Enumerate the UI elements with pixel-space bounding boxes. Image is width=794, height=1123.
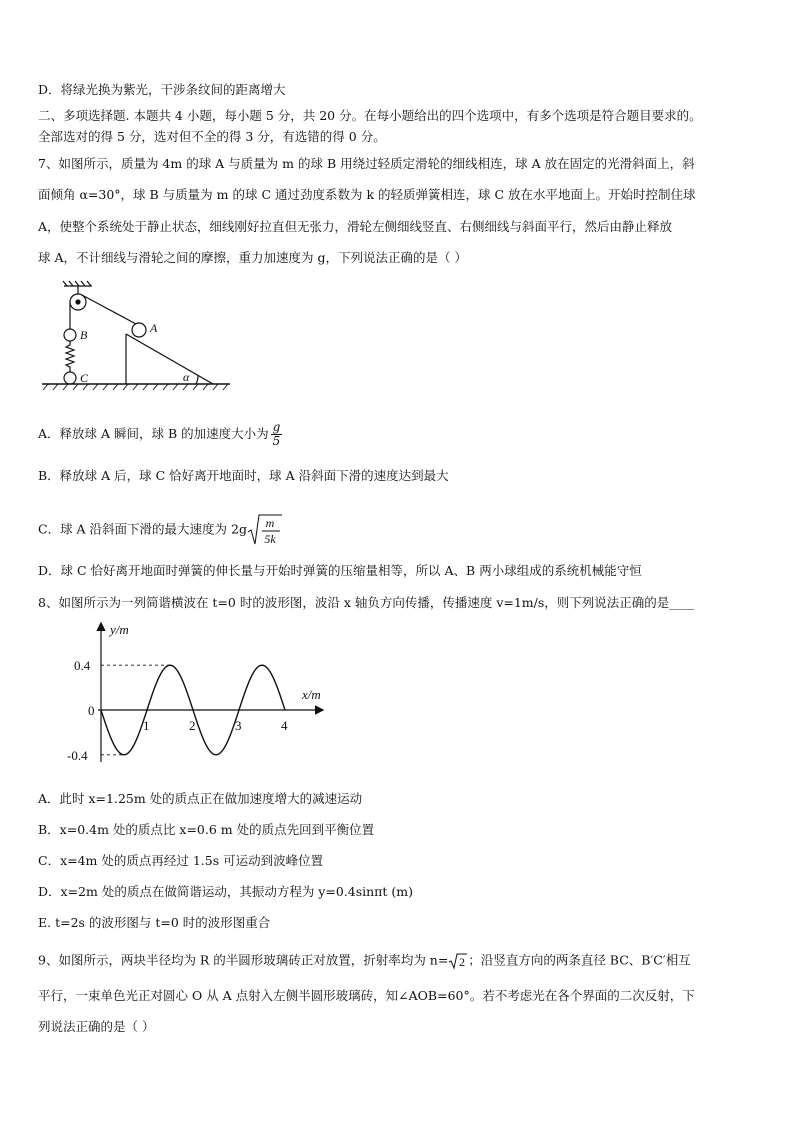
y-tick-label: 0.4 (74, 658, 91, 674)
x-tick-label: 1 (143, 718, 150, 733)
q7-option-c-text: C．球 A 沿斜面下滑的最大速度为 2g (38, 521, 247, 537)
q7-option-b: B．释放球 A 后，球 C 恰好离开地面时，球 A 沿斜面下滑的速度达到最大 (38, 468, 449, 483)
q7-option-a-text: A．释放球 A 瞬间，球 B 的加速度大小为 (38, 426, 269, 441)
sqrt-m-over-5k (247, 513, 283, 547)
sqrt-2-radicand: 2 (459, 955, 466, 969)
x-axis-label: x/m (302, 687, 321, 702)
q9-stem-line2: 平行，一束单色光正对圆心 O 从 A 点射入左侧半圆形玻璃砖，知∠AOB=60°。若不考虑光在各个界面的二次反射，下 (38, 988, 695, 1003)
q7-stem-line2: 面倾角 α=30°，球 B 与质量为 m 的球 C 通过劲度系数为 k 的轻质弹簧相连，球 C 放在水平地面上。开始时控制住球 (38, 187, 696, 202)
q9-stem-line1 (38, 952, 691, 970)
label-ball-a: A (150, 321, 158, 335)
sqrt-denominator: 5k (264, 532, 276, 546)
q9-stem-line1-a: 9、如图所示，两块半径均为 R 的半圆形玻璃砖正对放置，折射率均为 n= (38, 952, 449, 968)
q8-stem: 8、如图所示为一列简谐横波在 t=0 时的波形图，波沿 x 轴负方向传播，传播速度 v=1m/s，则下列说法正确的是____ (38, 595, 695, 610)
fraction-numerator: g (272, 420, 281, 434)
q8-option-a: A．此时 x=1.25m 处的质点正在做加速度增大的减速运动 (38, 791, 363, 806)
label-ball-b: B (80, 328, 88, 342)
fraction-g-over-5 (271, 421, 283, 448)
q9-stem-line1-b: ；沿竖直方向的两条直径 BC、B′C′相互 (468, 952, 691, 968)
q7-stem-line3: A，使整个系统处于静止状态，细线刚好拉直但无张力，滑轮左侧细线竖直、右侧细线与斜面平行，然后由静止释放 (38, 219, 673, 234)
label-angle: α (183, 370, 190, 384)
q7-stem-line1: 7、如图所示，质量为 4m 的球 A 与质量为 m 的球 B 用绕过轻质定滑轮的细线相连，球 A 放在固定的光滑斜面上，斜 (38, 156, 695, 171)
section2-line1: 二、多项选择题. 本题共 4 小题，每小题 5 分，共 20 分。在每小题给出的四个选项中，有多个选项是符合题目要求的。 (38, 108, 702, 123)
fraction-denominator: 5 (272, 434, 281, 448)
q8-wave-chart (67, 618, 340, 768)
y-tick-label: 0 (88, 703, 95, 718)
q9-stem-line3: 列说法正确的是（ ） (38, 1019, 155, 1034)
sqrt-numerator: m (265, 516, 275, 530)
label-ball-c: C (80, 371, 89, 385)
q7-option-a (38, 421, 282, 448)
q7-option-c (38, 513, 283, 547)
x-tick-label: 4 (281, 718, 288, 733)
y-axis-label: y/m (110, 622, 129, 637)
sqrt-2 (448, 952, 468, 970)
q8-option-e: E. t=2s 的波形图与 t=0 时的波形图重合 (38, 915, 271, 930)
q7-stem-line4: 球 A，不计细线与滑轮之间的摩擦，重力加速度为 g，下列说法正确的是（ ） (38, 250, 467, 265)
q8-option-d: D．x=2m 处的质点在做简谐运动，其振动方程为 y=0.4sinπt (m) (38, 884, 413, 899)
q7-pulley-incline-figure (38, 278, 238, 393)
x-tick-label: 3 (235, 718, 242, 733)
q8-option-b: B．x=0.4m 处的质点比 x=0.6 m 处的质点先回到平衡位置 (38, 822, 375, 837)
q6-option-d: D．将绿光换为紫光，干涉条纹间的距离增大 (38, 82, 286, 97)
section2-line2: 全部选对的得 5 分，选对但不全的得 3 分，有选错的得 0 分。 (38, 129, 386, 144)
x-tick-label: 2 (189, 718, 196, 733)
y-tick-label: -0.4 (67, 747, 88, 763)
q8-option-c: C．x=4m 处的质点再经过 1.5s 可运动到波峰位置 (38, 853, 324, 868)
q7-option-d: D．球 C 恰好离开地面时弹簧的伸长量与开始时弹簧的压缩量相等，所以 A、B 两小球组成的系统机械能守恒 (38, 563, 642, 578)
